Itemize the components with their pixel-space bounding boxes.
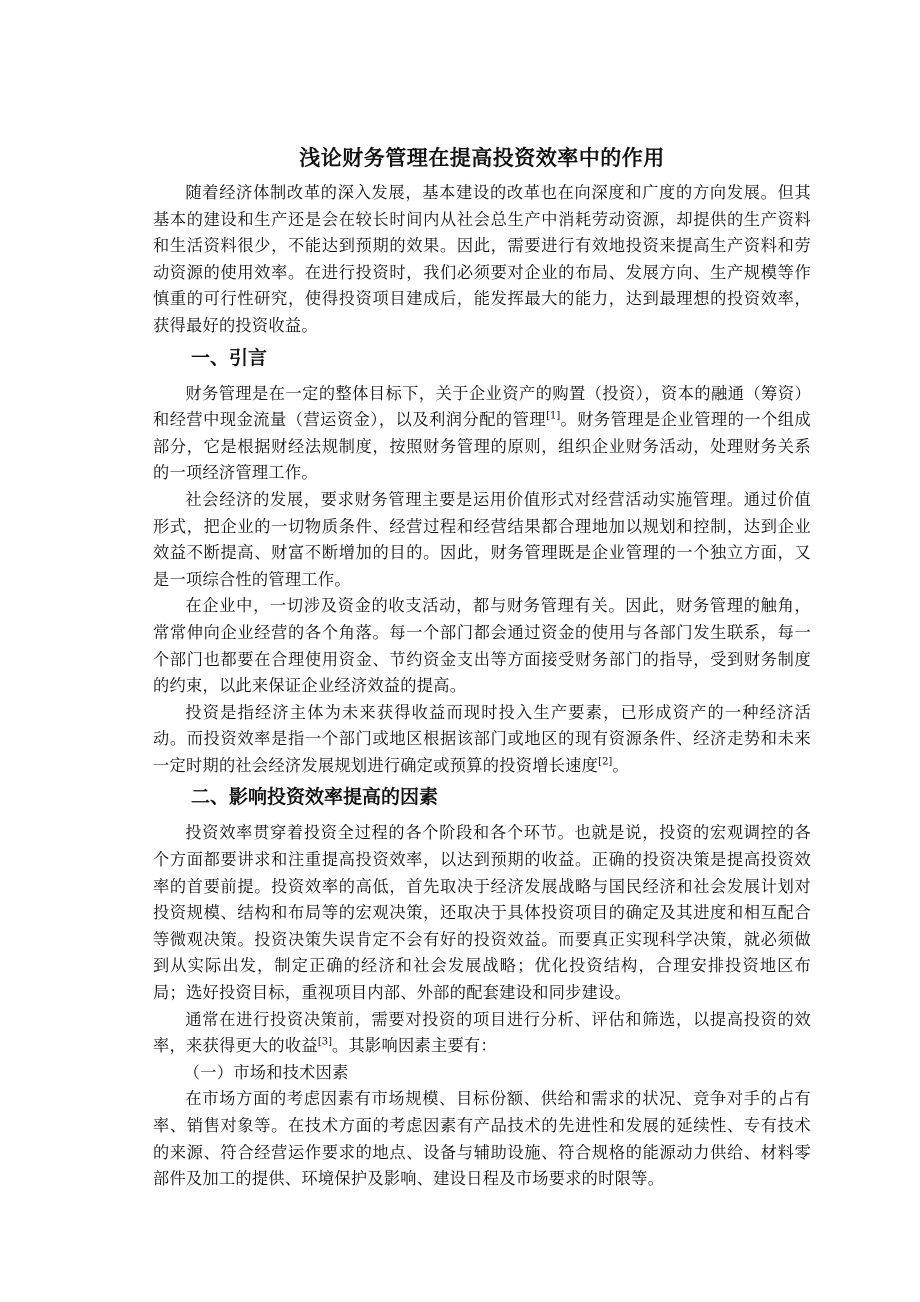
section2-paragraph-2: [153, 1007, 811, 1060]
section-heading-factors: 二、影响投资效率提高的因素: [191, 786, 439, 809]
section1-paragraph-1: [153, 381, 811, 487]
section2-paragraph-1: 投资效率贯穿着投资全过程的各个阶段和各个环节。也就是说，投资的宏观调控的各个方面都要讲求和注重提高投资效率，以达到预期的收益。正确的投资决策是提高投资效率的首要前提。投资效率的高低，首先取决于经济发展战略与国民经济和社会发展计划对投资规模、结构和布局等的宏观决策，还取决于具体投资项目的确定及其进度和相互配合等微观决策。投资决策失误肯定不会有好的投资效益。而要真正实现科学决策，就必须做到从实际出发，制定正确的经济和社会发展战略；优化投资结构，合理安排投资地区布局；选好投资目标，重视项目内部、外部的配套建设和同步建设。: [153, 823, 811, 1003]
paragraph-text: 投资是指经济主体为未来获得收益而现时投入生产要素，已形成资产的一种经济活动。而投资效率是指一个部门或地区根据该部门或地区的现有资源条件、经济走势和未来一定时期的社会经济发展规划进行确定或预算的投资增长速度: [153, 702, 811, 775]
subsection-heading-market-technology: （一）市场和技术因素: [183, 1062, 349, 1082]
section1-paragraph-4: [153, 700, 811, 780]
paragraph-text: 财务管理是在一定的整体目标下，关于企业资产的购置（投资），资本的融通（筹资）和经营中现金流量（营运资金），以及利润分配的管理: [153, 383, 811, 430]
paragraph-text: 。: [612, 755, 629, 775]
intro-paragraph: 随着经济体制改革的深入发展，基本建设的改革也在向深度和广度的方向发展。但其基本的建设和生产还是会在较长时间内从社会总生产中消耗劳动资源，却提供的生产资料和生活资料很少，不能达到预期的效果。因此，需要进行有效地投资来提高生产资料和劳动资源的使用效率。在进行投资时，我们必须要对企业的布局、发展方向、生产规模等作慎重的可行性研究，使得投资项目建成后，能发挥最大的能力，达到最理想的投资效率，获得最好的投资收益。: [153, 183, 811, 335]
paragraph-text: 。财务管理是企业管理的一个组成部分，它是根据财经法规制度，按照财务管理的原则，组织企业财务活动，处理财务关系的一项经济管理工作。: [153, 410, 812, 483]
section2-paragraph-3: 在市场方面的考虑因素有市场规模、目标份额、供给和需求的状况、竞争对手的占有率、销售对象等。在技术方面的考虑因素有产品技术的先进性和发展的延续性、专有技术的来源、符合经营运作要求的地点、设备与辅助设施、符合规格的能源动力供给、材料零部件及加工的提供、环境保护及影响、建设日程及市场要求的时限等。: [153, 1089, 811, 1189]
citation-ref: [2]: [598, 756, 613, 768]
document-page: [153, 140, 811, 1193]
section1-paragraph-2: 社会经济的发展，要求财务管理主要是运用价值形式对经营活动实施管理。通过价值形式，把企业的一切物质条件、经营过程和经营结果都合理地加以规划和控制，达到企业效益不断提高、财富不断增加的目的。因此，财务管理既是企业管理的一个独立方面，又是一项综合性的管理工作。: [153, 489, 811, 589]
paragraph-text: 。其影响因素主要有：: [332, 1036, 497, 1056]
citation-ref: [1]: [546, 410, 561, 422]
citation-ref: [3]: [317, 1036, 333, 1048]
section1-paragraph-3: 在企业中，一切涉及资金的收支活动，都与财务管理有关。因此，财务管理的触角，常常伸向企业经营的各个角落。每一个部门都会通过资金的使用与各部门发生联系，每一个部门也都要在合理使用资金、节约资金支出等方面接受财务部门的指导，受到财务制度的约束，以此来保证企业经济效益的提高。: [153, 596, 811, 696]
document-title: 浅论财务管理在提高投资效率中的作用: [299, 146, 665, 170]
paragraph-text: 通常在进行投资决策前，需要对投资的项目进行分析、评估和筛选，以提高投资的效率，来获得更大的收益: [153, 1009, 811, 1056]
section-heading-introduction: 一、引言: [191, 346, 268, 369]
